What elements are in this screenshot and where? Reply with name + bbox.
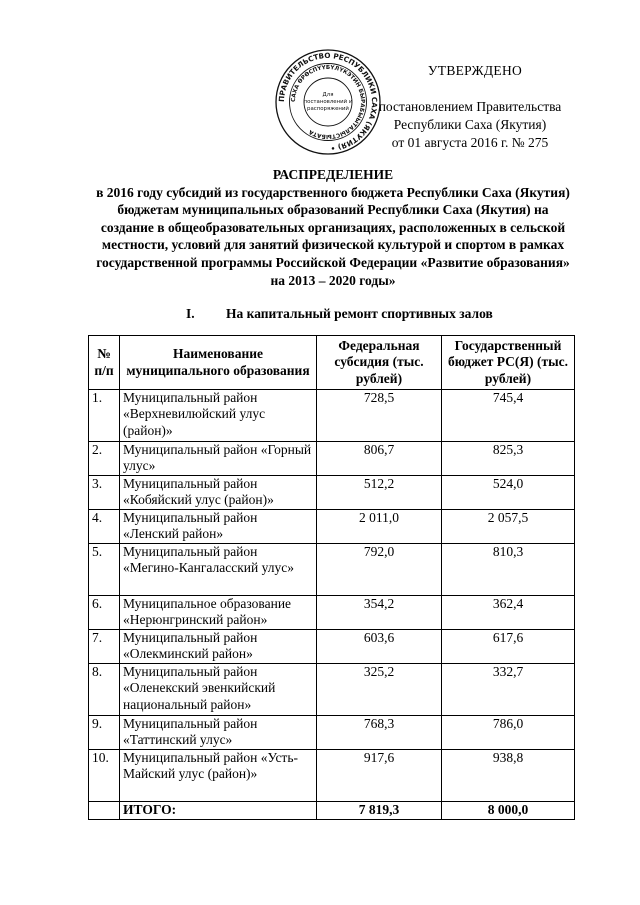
row-state-budget: 786,0 [442,716,575,750]
table-row [89,664,575,716]
table-row [89,510,575,544]
section-heading [186,306,493,322]
row-number: 4. [89,510,120,544]
row-municipality: Муниципальный район «Ленский район» [120,510,317,544]
row-federal-subsidy: 354,2 [317,596,442,630]
row-federal-subsidy: 512,2 [317,476,442,510]
row-federal-subsidy: 325,2 [317,664,442,716]
row-federal-subsidy: 792,0 [317,544,442,596]
header-state-budget: Государственный бюджет РС(Я) (тыс. рублей) [442,336,575,390]
row-municipality: Муниципальный район «Олекминский район» [120,630,317,664]
row-municipality: Муниципальный район «Кобяйский улус (район)» [120,476,317,510]
approval-republic-line: Республики Саха (Якутия) [393,117,547,132]
row-state-budget: 2 057,5 [442,510,575,544]
row-state-budget: 362,4 [442,596,575,630]
table-total-row [89,802,575,820]
table-row [89,544,575,596]
row-number: 3. [89,476,120,510]
approval-block [355,62,585,152]
row-municipality: Муниципальное образование «Нерюнгринский район» [120,596,317,630]
table-row [89,442,575,476]
row-state-budget: 938,8 [442,750,575,802]
table-row [89,750,575,802]
row-number: 9. [89,716,120,750]
total-label: ИТОГО: [120,802,317,820]
table-row [89,596,575,630]
subsidy-table [88,335,575,820]
row-number: 5. [89,544,120,596]
row-state-budget: 825,3 [442,442,575,476]
document-heading [90,166,576,289]
row-federal-subsidy: 603,6 [317,630,442,664]
document-title: РАСПРЕДЕЛЕНИЕ [272,167,394,182]
svg-text:постановлений и: постановлений и [303,99,353,105]
row-federal-subsidy: 806,7 [317,442,442,476]
svg-text:САХА ӨРӨСПҮҮБҮЛҮКЭТИН БЫРАБЫЫТ: САХА ӨРӨСПҮҮБҮЛҮКЭТИН БЫРАБЫЫТАЛЫСТЫБАТА [290,64,366,140]
total-federal-subsidy: 7 819,3 [317,802,442,820]
row-municipality: Муниципальный район «Таттинский улус» [120,716,317,750]
row-number: 1. [89,390,120,442]
row-state-budget: 617,6 [442,630,575,664]
row-federal-subsidy: 768,3 [317,716,442,750]
svg-text:распоряжений: распоряжений [307,106,349,112]
approved-label: УТВЕРЖДЕНО [427,63,523,78]
section-title: На капитальный ремонт спортивных залов [226,306,493,321]
row-state-budget: 810,3 [442,544,575,596]
row-number: 6. [89,596,120,630]
row-state-budget: 524,0 [442,476,575,510]
table-row [89,630,575,664]
row-federal-subsidy: 728,5 [317,390,442,442]
row-number: 10. [89,750,120,802]
row-number: 7. [89,630,120,664]
table-header-row [89,336,575,390]
table-row [89,476,575,510]
row-municipality: Муниципальный район «Верхневилюйский улус (район)» [120,390,317,442]
row-number: 2. [89,442,120,476]
table-row [89,390,575,442]
total-state-budget: 8 000,0 [442,802,575,820]
svg-text:ПРАВИТЕЛЬСТВО РЕСПУБЛИКИ САХА: ПРАВИТЕЛЬСТВО РЕСПУБЛИКИ САХА (ЯКУТИЯ) • [276,50,380,153]
header-number: № п/п [89,336,120,390]
row-municipality: Муниципальный район «Усть-Майский улус (район)» [120,750,317,802]
document-subtitle: в 2016 году субсидий из государственного бюджета Республики Саха (Якутия) бюджетам муниципальных образований Республики Саха (Якутия) на создание в общеобразовательных организациях, расположенных в сельской местности, условий для занятий физической культурой и спортом в рамках государственной программы Российской Федерации «Развитие образования» на 2013 – 2020 годы» [96,184,570,288]
total-empty [89,802,120,820]
approval-date-line: от 01 августа 2016 г. № 275 [391,135,549,150]
row-municipality: Муниципальный район «Мегино-Кангаласский улус» [120,544,317,596]
svg-text:Для: Для [322,92,334,98]
row-state-budget: 332,7 [442,664,575,716]
header-municipality: Наименование муниципального образования [120,336,317,390]
approval-decree-line: постановлением Правительства [378,99,562,114]
header-federal-subsidy: Федеральная субсидия (тыс. рублей) [317,336,442,390]
row-federal-subsidy: 917,6 [317,750,442,802]
table-row [89,716,575,750]
row-municipality: Муниципальный район «Оленекский эвенкийский национальный район» [120,664,317,716]
row-federal-subsidy: 2 011,0 [317,510,442,544]
row-state-budget: 745,4 [442,390,575,442]
section-number: I. [186,306,195,321]
row-municipality: Муниципальный район «Горный улус» [120,442,317,476]
row-number: 8. [89,664,120,716]
